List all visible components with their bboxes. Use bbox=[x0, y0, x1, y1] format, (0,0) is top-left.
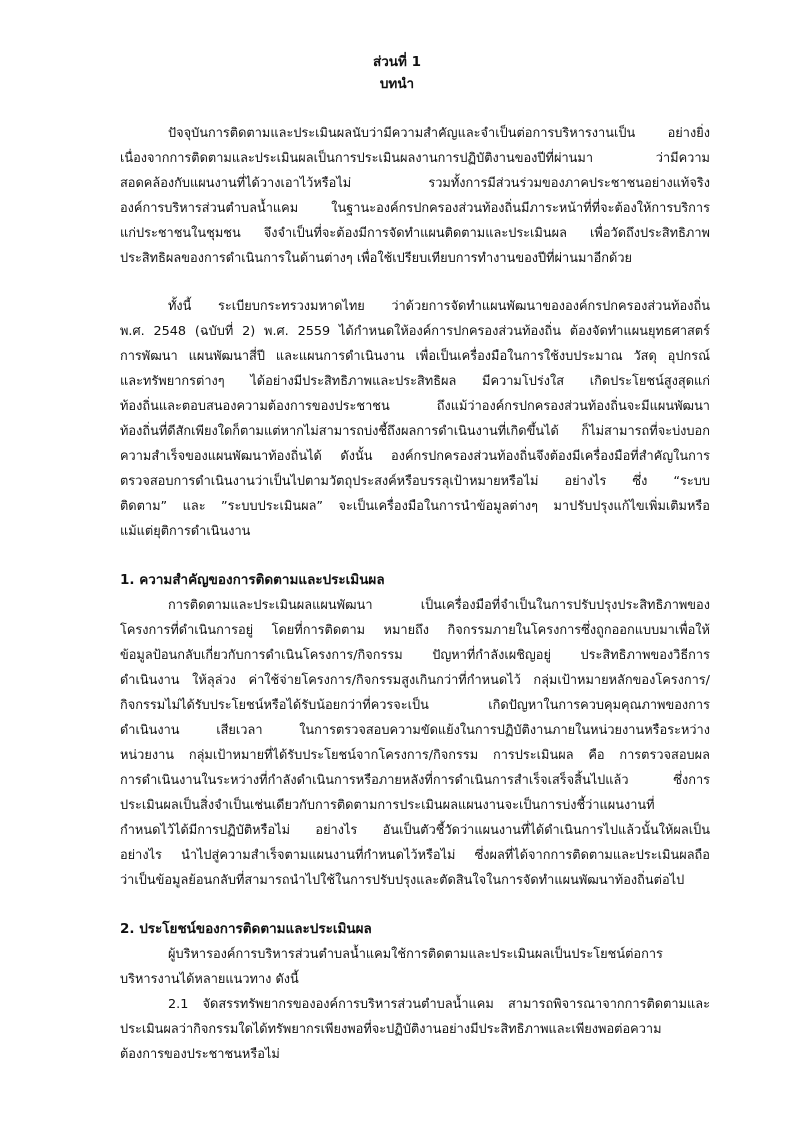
intro-p2-line: ทั้งนี้ ระเบียบกระทรวงมหาดไทย ว่าด้วยการจัดทำแผนพัฒนาขององค์กรปกครองส่วนท้องถิ่น bbox=[168, 299, 710, 314]
section2-item-line: ต้องการของประชาชนหรือไม่ bbox=[120, 1047, 280, 1062]
intro-p1-line: ประสิทธิผลของการดำเนินการในด้านต่างๆ เพื่อใช้เปรียบเทียบการทำงานของปีที่ผ่านมาอีกด้วย bbox=[120, 251, 633, 266]
section2-line: ผู้บริหารองค์การบริหารส่วนตำบลน้ำแคมใช้การติดตามและประเมินผลเป็นประโยชน์ต่อการ bbox=[168, 947, 663, 962]
intro-p1-line: ปัจจุบันการติดตามและประเมินผลนับว่ามีความสำคัญและจำเป็นต่อการบริหารงานเป็น อย่างยิ่ง bbox=[168, 126, 710, 141]
section2-line: บริหารงานได้หลายแนวทาง ดังนี้ bbox=[120, 972, 299, 987]
section1-line: ดำเนินงาน ให้ลุล่วง ค่าใช้จ่ายโครงการ/กิจกรรมสูงเกินกว่าที่กำหนดไว้ กลุ่มเป้าหมายหลักของโครงการ/ bbox=[120, 673, 710, 688]
intro-p2-line: แม้แต่ยุติการดำเนินงาน bbox=[120, 524, 251, 539]
intro-p2-line: ติดตาม” และ ”ระบบประเมินผล” จะเป็นเครื่องมือในการนำข้อมูลต่างๆ มาปรับปรุงแก้ไขเพิ่มเติมหรือ bbox=[120, 499, 710, 514]
section2-item-line: ประเมินผลว่ากิจกรรมใดได้ทรัพยากรเพียงพอที่จะปฏิบัติงานอย่างมีประสิทธิภาพและเพียงพอต่อความ bbox=[120, 1022, 662, 1037]
section1-line: ประเมินผลเป็นสิ่งจำเป็นเช่นเดียวกับการติดตามการประเมินผลแผนงานจะเป็นการบ่งชี้ว่าแผนงานที่ bbox=[120, 798, 655, 813]
intro-p2-line: และทรัพยากรต่างๆ ได้อย่างมีประสิทธิภาพและประสิทธิผล มีความโปร่งใส เกิดประโยชน์สูงสุดแก่ bbox=[120, 374, 710, 389]
intro-p1-line: สอดคล้องกับแผนงานที่ได้วางเอาไว้หรือไม่ รวมทั้งการมีส่วนร่วมของภาคประชาชนอย่างแท้จริง bbox=[120, 176, 710, 191]
section1-line: ข้อมูลป้อนกลับเกี่ยวกับการดำเนินโครงการ/กิจกรรม ปัญหาที่กำลังเผชิญอยู่ ประสิทธิภาพของวิธีการ bbox=[120, 648, 710, 663]
section1-line: การดำเนินงานในระหว่างที่กำลังดำเนินการหรือภายหลังที่การดำเนินการสำเร็จเสร็จสิ้นไปแล้ว ซึ่งการ bbox=[120, 773, 710, 788]
section1-line: ดำเนินงาน เสียเวลา ในการตรวจสอบความขัดแย้งในการปฏิบัติงานภายในหน่วยงานหรือระหว่าง bbox=[120, 723, 710, 738]
intro-p2-line: ท้องถิ่นและตอบสนองความต้องการของประชาชน ถึงแม้ว่าองค์กรปกครองส่วนท้องถิ่นจะมีแผนพัฒนา bbox=[120, 399, 710, 414]
intro-p1-line: องค์การบริหารส่วนตำบลน้ำแคม ในฐานะองค์กรปกครองส่วนท้องถิ่นมีภาระหน้าที่ที่จะต้องให้การบริการ bbox=[120, 201, 710, 216]
intro-p1-line: เนื่องจากการติดตามและประเมินผลเป็นการประเมินผลงานการปฏิบัติงานของปีที่ผ่านมา ว่ามีความ bbox=[120, 151, 710, 166]
intro-p2-line: พ.ศ. 2548 (ฉบับที่ 2) พ.ศ. 2559 ได้กำหนดให้องค์การปกครองส่วนท้องถิ่น ต้องจัดทำแผนยุทธศาสตร์ bbox=[120, 324, 710, 339]
section1-line: กิจกรรมไม่ได้รับประโยชน์หรือได้รับน้อยกว่าที่ควรจะเป็น เกิดปัญหาในการควบคุมคุณภาพของการ bbox=[120, 698, 710, 713]
section1-line: ว่าเป็นข้อมูลย้อนกลับที่สามารถนำไปใช้ในการปรับปรุงและตัดสินใจในการจัดทำแผนพัฒนาท้องถิ่นต่อไป bbox=[120, 873, 685, 888]
section1-line: การติดตามและประเมินผลแผนพัฒนา เป็นเครื่องมือที่จำเป็นในการปรับปรุงประสิทธิภาพของ bbox=[168, 598, 710, 613]
section1-line: โครงการที่ดำเนินการอยู่ โดยที่การติดตาม หมายถึง กิจกรรมภายในโครงการซึ่งถูกออกแบบมาเพื่อให้ bbox=[120, 623, 710, 638]
section-label: ส่วนที่ 1 bbox=[372, 54, 422, 70]
section1-line: หน่วยงาน กลุ่มเป้าหมายที่ได้รับประโยชน์จากโครงการ/กิจกรรม การประเมินผล คือ การตรวจสอบผล bbox=[120, 748, 710, 763]
intro-p2-line: ท้องถิ่นที่ดีสักเพียงใดก็ตามแต่หากไม่สามารถบ่งชี้ถึงผลการดำเนินงานที่เกิดขึ้นได้ ก็ไม่สามารถที่จะบ่งบอก bbox=[120, 424, 710, 439]
section1-heading: 1. ความสำคัญของการติดตามและประเมินผล bbox=[120, 572, 385, 588]
section1-line: กำหนดไว้ได้มีการปฏิบัติหรือไม่ อย่างไร อันเป็นตัวชี้วัดว่าแผนงานที่ได้ดำเนินการไปแล้วนั้นให้ผลเป็น bbox=[120, 823, 710, 838]
intro-p2-line: การพัฒนา แผนพัฒนาสี่ปี และแผนการดำเนินงาน เพื่อเป็นเครื่องมือในการใช้งบประมาณ วัสดุ อุปกรณ์ bbox=[120, 349, 710, 364]
intro-p2-line: ความสำเร็จของแผนพัฒนาท้องถิ่นได้ ดังนั้น องค์กรปกครองส่วนท้องถิ่นจึงต้องมีเครื่องมือที่สำคัญในการ bbox=[120, 449, 710, 464]
section1-line: อย่างไร นำไปสู่ความสำเร็จตามแผนงานที่กำหนดไว้หรือไม่ ซึ่งผลที่ได้จากการติดตามและประเมินผลถือ bbox=[120, 848, 710, 863]
section2-item-line: 2.1 จัดสรรทรัพยากรขององค์การบริหารส่วนตำบลน้ำแคม สามารถพิจารณาจากการติดตามและ bbox=[168, 997, 710, 1012]
intro-p1-line: แก่ประชาชนในชุมชน จึงจำเป็นที่จะต้องมีการจัดทำแผนติดตามและประเมินผล เพื่อวัดถึงประสิทธิภาพ bbox=[120, 226, 710, 241]
section2-heading: 2. ประโยชน์ของการติดตามและประเมินผล bbox=[120, 921, 372, 937]
intro-p2-line: ตรวจสอบการดำเนินงานว่าเป็นไปตามวัตถุประสงค์หรือบรรลุเป้าหมายหรือไม่ อย่างไร ซึ่ง “ระบบ bbox=[120, 474, 710, 489]
chapter-title: บทนำ bbox=[379, 76, 415, 92]
